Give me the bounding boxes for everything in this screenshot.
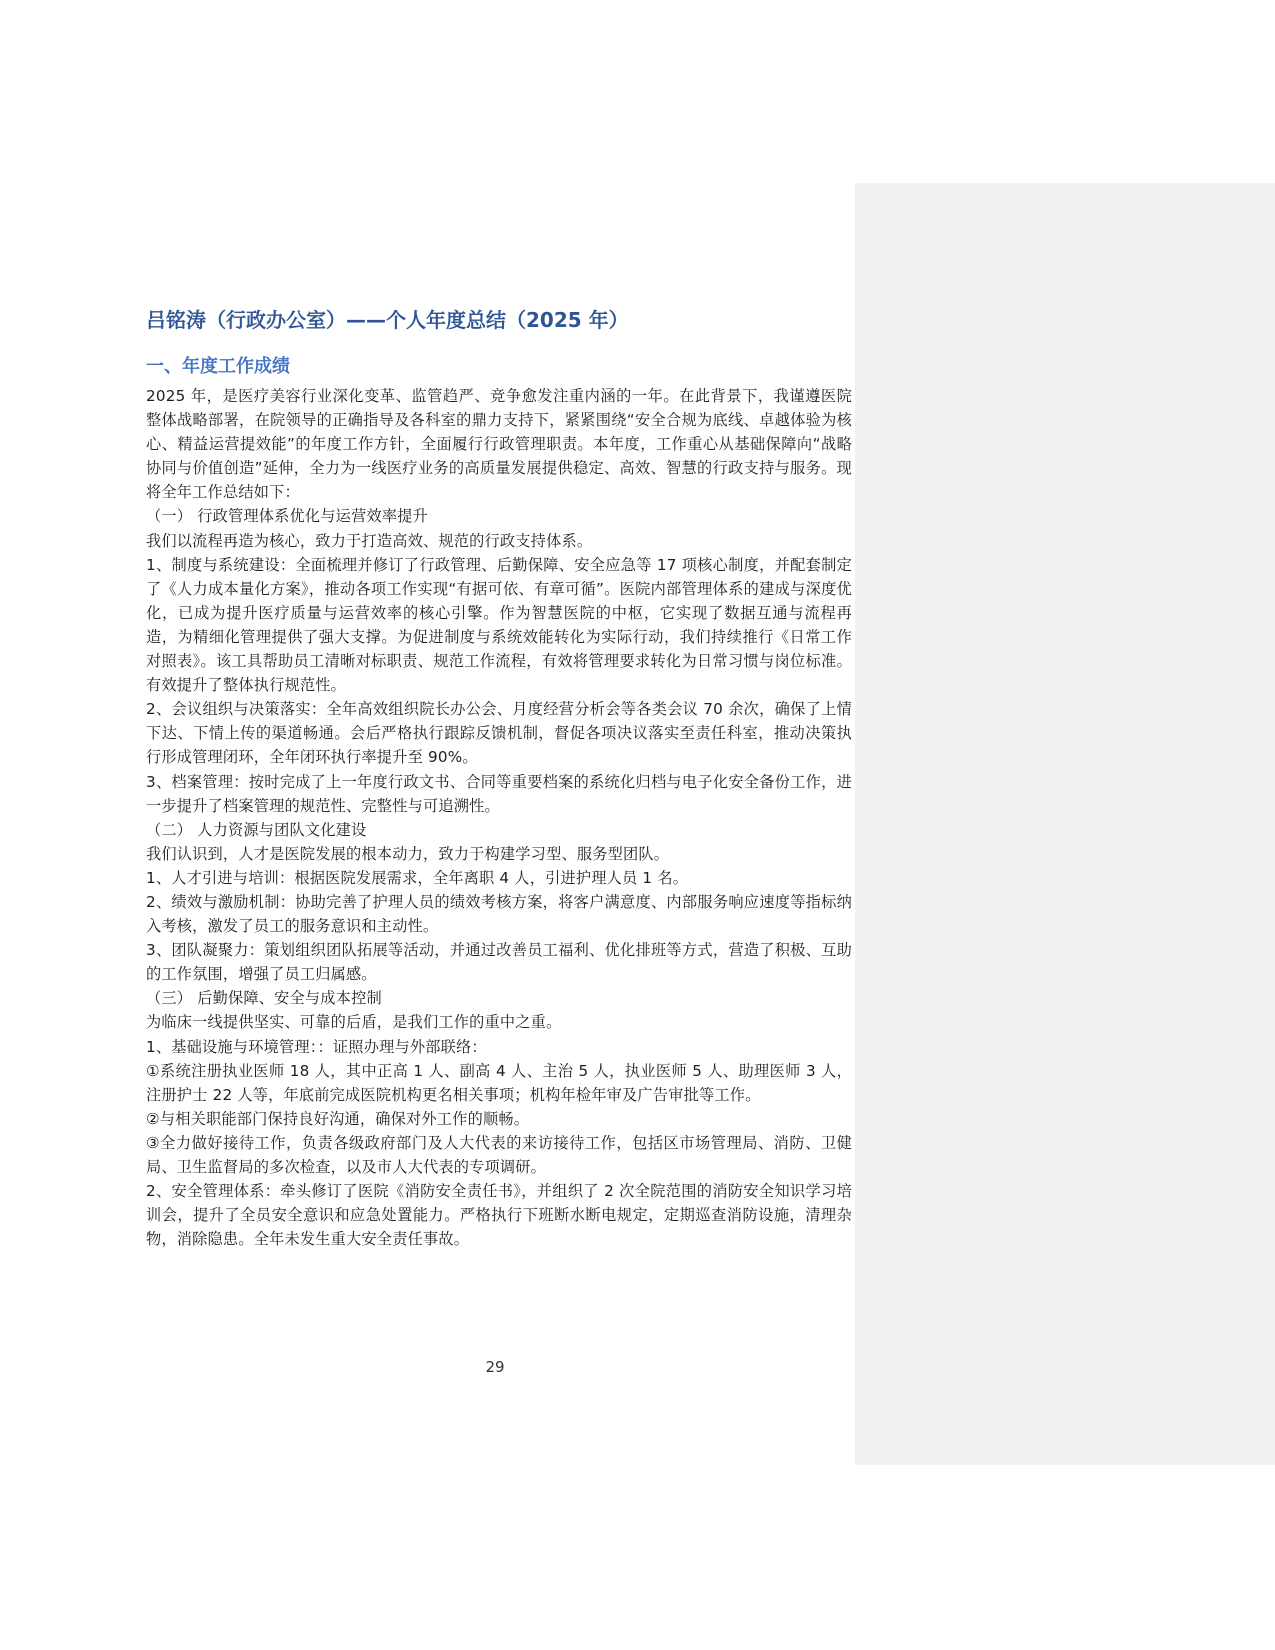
paragraph-intro: 2025 年，是医疗美容行业深化变革、监管趋严、竞争愈发注重内涵的一年。在此背景下，我谨遵医院整体战略部署，在院领导的正确指导及各科室的鼎力支持下，紧紧围绕“安全合规为底线、卓越体验为核心、精益运营提效能”的年度工作方针，全面履行行政管理职责。本年度，工作重心从基础保障向“战略协同与价值创造”延伸，全力为一线医疗业务的高质量发展提供稳定、高效、智慧的行政支持与服务。现将全年工作总结如下： — [146, 387, 852, 502]
list-item: ①系统注册执业医师 18 人，其中正高 1 人、副高 4 人、主治 5 人，执业医师 5 人、助理医师 3 人，注册护士 22 人等，年底前完成医院机构更名相关事项；机构年检年审及广告审批等工作。 — [146, 1061, 852, 1104]
paragraph: 1、人才引进与培训：根据医院发展需求，全年离职 4 人，引进护理人员 1 名。 — [146, 868, 689, 887]
document-title: 吕铭涛（行政办公室）——个人年度总结（2025 年） — [146, 308, 629, 332]
paragraph: 2、绩效与激励机制：协助完善了护理人员的绩效考核方案，将客户满意度、内部服务响应速度等指标纳入考核，激发了员工的服务意识和主动性。 — [146, 892, 852, 936]
paragraph: 3、档案管理：按时完成了上一年度行政文书、合同等重要档案的系统化归档与电子化安全备份工作，进一步提升了档案管理的规范性、完整性与可追溯性。 — [146, 772, 852, 815]
paragraph: 为临床一线提供坚实、可靠的后盾，是我们工作的重中之重。 — [146, 1013, 562, 1032]
paragraph: 2、安全管理体系：牵头修订了医院《消防安全责任书》，并组织了 2 次全院范围的消防安全知识学习培训会，提升了全员安全意识和应急处置能力。严格执行下班断水断电规定，定期巡查消防设施，清理杂物，消除隐患。全年未发生重大安全责任事故。 — [146, 1182, 852, 1249]
paragraph: 2、会议组织与决策落实：全年高效组织院长办公会、月度经营分析会等各类会议 70 余次，确保了上情下达、下情上传的渠道畅通。会后严格执行跟踪反馈机制，督促各项决议落实至责任科室，推动决策执行形成管理闭环，全年闭环执行率提升至 90%。 — [146, 700, 852, 767]
subheading-admin-system: （一） 行政管理体系优化与运营效率提升 — [146, 507, 429, 526]
list-item: ③全力做好接待工作，负责各级政府部门及人大代表的来访接待工作，包括区市场管理局、消防、卫健局、卫生监督局的多次检查，以及市人大代表的专项调研。 — [146, 1133, 852, 1176]
paragraph: 我们以流程再造为核心，致力于打造高效、规范的行政支持体系。 — [146, 531, 593, 550]
paragraph: 我们认识到，人才是医院发展的根本动力，致力于构建学习型、服务型团队。 — [146, 844, 670, 863]
paragraph: 1、制度与系统建设：全面梳理并修订了行政管理、后勤保障、安全应急等 17 项核心制度，并配套制定了《人力成本量化方案》，推动各项工作实现“有据可依、有章可循”。医院内部管理体系的建成与深度优化，已成为提升医疗质量与运营效率的核心引擎。作为智慧医院的中枢，它实现了数据互通与流程再造，为精细化管理提供了强大支撑。为促进制度与系统效能转化为实际行动，我们持续推行《日常工作对照表》。该工具帮助员工清晰对标职责、规范工作流程，有效将管理要求转化为日常习惯与岗位标准。有效提升了整体执行规范性。 — [146, 555, 852, 695]
paragraph: 1、基础设施与环境管理：：证照办理与外部联络： — [146, 1037, 487, 1056]
list-item: ②与相关职能部门保持良好沟通，确保对外工作的顺畅。 — [146, 1109, 530, 1128]
comment-margin-pane — [855, 183, 1275, 1465]
page-number: 29 — [485, 1358, 505, 1376]
subheading-logistics-safety: （三） 后勤保障、安全与成本控制 — [146, 989, 382, 1008]
document-page — [146, 302, 852, 1251]
document-body — [146, 384, 852, 1251]
subheading-hr-team: （二） 人力资源与团队文化建设 — [146, 820, 367, 839]
paragraph: 3、团队凝聚力：策划组织团队拓展等活动，并通过改善员工福利、优化排班等方式，营造了积极、互助的工作氛围，增强了员工归属感。 — [146, 941, 852, 984]
section-heading: 一、年度工作成绩 — [146, 356, 290, 377]
